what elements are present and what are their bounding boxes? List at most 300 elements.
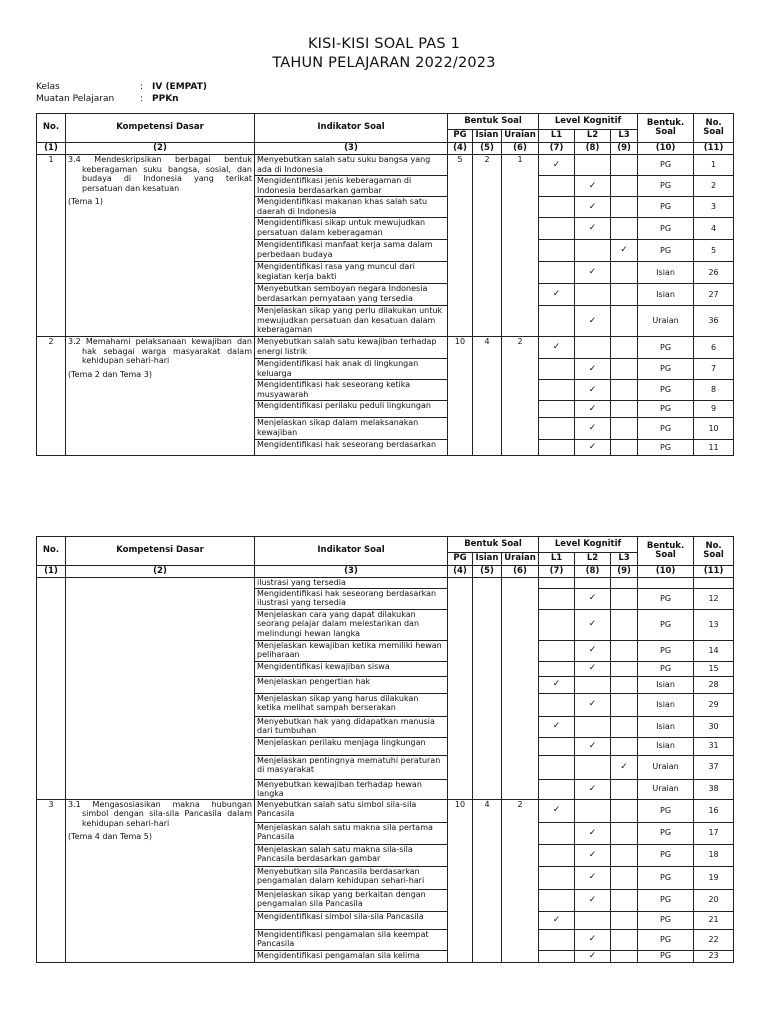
indikator-cell: Menjelaskan pengertian hak <box>255 676 448 693</box>
indikator-cell: Mengidentifikasi manfaat kerja sama dalam perbedaan budaya <box>255 240 448 262</box>
count-isian-cell: 4 <box>473 799 502 962</box>
check-mark-icon: ✓ <box>588 403 597 414</box>
level-l2-cell <box>575 676 611 693</box>
bentuk-soal-cell: PG <box>638 866 694 889</box>
level-l3-cell <box>611 380 638 401</box>
level-l3-cell <box>611 716 638 737</box>
level-l1-cell <box>539 418 575 440</box>
indikator-cell: Menjelaskan salah satu makna sila pertama Pancasila <box>255 822 448 844</box>
col-header-bentuk-line2: Soal <box>655 127 676 137</box>
kisi-table-page1 <box>36 113 734 456</box>
bentuk-soal-cell: Uraian <box>638 306 694 337</box>
level-l2-cell <box>575 176 611 197</box>
col-num-7: (7) <box>539 143 575 155</box>
check-mark-icon: ✓ <box>588 267 597 278</box>
level-l2-cell <box>575 693 611 716</box>
level-l1-cell <box>539 588 575 609</box>
kompetensi-dasar-cell <box>66 155 255 337</box>
col-header-l1: L1 <box>539 130 575 143</box>
indikator-cell: Menjelaskan perilaku menjaga lingkungan <box>255 737 448 755</box>
level-l2-cell <box>575 661 611 676</box>
level-l2-cell <box>575 755 611 779</box>
level-l3-cell <box>611 262 638 284</box>
bentuk-soal-cell: PG <box>638 218 694 240</box>
bentuk-soal-cell: PG <box>638 640 694 661</box>
level-l2-cell <box>575 218 611 240</box>
check-mark-icon: ✓ <box>588 894 597 905</box>
level-l3-cell <box>611 306 638 337</box>
check-mark-icon: ✓ <box>588 315 597 326</box>
bentuk-soal-cell: Uraian <box>638 779 694 799</box>
level-l2-cell <box>575 844 611 866</box>
bentuk-soal-cell: PG <box>638 889 694 911</box>
level-l2-cell <box>575 779 611 799</box>
nomor-soal-cell: 31 <box>694 737 734 755</box>
level-l1-cell <box>539 218 575 240</box>
kompetensi-dasar-cell <box>66 578 255 800</box>
level-l1-cell <box>539 262 575 284</box>
bentuk-soal-cell: PG <box>638 911 694 929</box>
col-num-10: (10) <box>638 566 694 578</box>
col-header-pg: PG <box>448 553 473 566</box>
level-l2-cell <box>575 950 611 962</box>
indikator-cell: Mengidentifikasi simbol sila-sila Pancasila <box>255 911 448 929</box>
level-l2-cell <box>575 716 611 737</box>
kompetensi-dasar-cell <box>66 799 255 962</box>
bentuk-soal-cell: PG <box>638 440 694 456</box>
col-num-6: (6) <box>502 143 539 155</box>
bentuk-soal-cell: Isian <box>638 676 694 693</box>
col-header-kd: Kompetensi Dasar <box>66 114 255 143</box>
level-l3-cell <box>611 676 638 693</box>
check-mark-icon: ✓ <box>588 442 597 453</box>
indikator-cell: Mengidentifikasi kewajiban siswa <box>255 661 448 676</box>
col-header-isian: Isian <box>473 130 502 143</box>
nomor-soal-cell: 15 <box>694 661 734 676</box>
level-l1-cell <box>539 799 575 822</box>
level-l2-cell <box>575 284 611 306</box>
nomor-soal-cell: 36 <box>694 306 734 337</box>
col-num-5: (5) <box>473 143 502 155</box>
bentuk-soal-cell: Isian <box>638 284 694 306</box>
indikator-cell: Menyebutkan kewajiban terhadap hewan langka <box>255 779 448 799</box>
level-l2-cell <box>575 588 611 609</box>
level-l1-cell <box>539 155 575 176</box>
bentuk-soal-cell: Isian <box>638 693 694 716</box>
level-l2-cell <box>575 866 611 889</box>
indikator-cell: Mengidentifikasi pengamalan sila keempat Pancasila <box>255 929 448 950</box>
nomor-soal-cell: 7 <box>694 359 734 380</box>
nomor-soal-cell: 4 <box>694 218 734 240</box>
level-l1-cell <box>539 337 575 359</box>
level-l3-cell <box>611 359 638 380</box>
document-title: KISI-KISI SOAL PAS 1 <box>307 36 461 52</box>
check-mark-icon: ✓ <box>588 619 597 630</box>
bentuk-soal-cell: PG <box>638 197 694 218</box>
kompetensi-dasar-text: 3.2 Memahami pelaksanaan kewajiban dan hak sebagai warga masyarakat dalam kehidupan sehari-hari <box>68 337 252 365</box>
level-l1-cell <box>539 240 575 262</box>
check-mark-icon: ✓ <box>588 645 597 656</box>
nomor-soal-cell: 30 <box>694 716 734 737</box>
nomor-soal-cell: 18 <box>694 844 734 866</box>
check-mark-icon: ✓ <box>588 223 597 234</box>
level-l2-cell <box>575 822 611 844</box>
indikator-cell: Menjelaskan sikap yang berkaitan dengan pengamalan sila Pancasila <box>255 889 448 911</box>
row-number-cell: 3 <box>37 799 66 962</box>
indikator-cell: Menjelaskan pentingnya mematuhi peraturan di masyarakat <box>255 755 448 779</box>
level-l2-cell <box>575 197 611 218</box>
level-l1-cell <box>539 866 575 889</box>
nomor-soal-cell: 11 <box>694 440 734 456</box>
level-l2-cell <box>575 337 611 359</box>
bentuk-soal-cell: PG <box>638 418 694 440</box>
indikator-cell: Mengidentifikasi perilaku peduli lingkungan <box>255 401 448 418</box>
check-mark-icon: ✓ <box>620 761 628 772</box>
check-mark-icon: ✓ <box>588 423 597 434</box>
level-l1-cell <box>539 284 575 306</box>
count-isian-cell: 2 <box>473 155 502 337</box>
bentuk-soal-cell: PG <box>638 240 694 262</box>
nomor-soal-cell: 23 <box>694 950 734 962</box>
bentuk-soal-cell: PG <box>638 661 694 676</box>
check-mark-icon: ✓ <box>588 593 597 604</box>
indikator-cell: Menjelaskan kewajiban ketika memiliki hewan peliharaan <box>255 640 448 661</box>
colon: : <box>140 82 144 92</box>
col-header-nosoal <box>694 114 734 143</box>
level-l3-cell <box>611 240 638 262</box>
check-mark-icon: ✓ <box>620 245 628 256</box>
nomor-soal-cell: 17 <box>694 822 734 844</box>
col-header-nosoal-line2: Soal <box>703 550 724 560</box>
count-uraian-cell <box>502 578 539 800</box>
col-num-1: (1) <box>37 143 66 155</box>
level-l1-cell <box>539 950 575 962</box>
level-l3-cell <box>611 779 638 799</box>
level-l2-cell <box>575 380 611 401</box>
col-header-l3: L3 <box>611 553 638 566</box>
count-uraian-cell: 2 <box>502 799 539 962</box>
document-subtitle: TAHUN PELAJARAN 2022/2023 <box>272 55 496 71</box>
indikator-cell: Mengidentifikasi hak seseorang berdasarkan ilustrasi yang tersedia <box>255 588 448 609</box>
col-num-4: (4) <box>448 566 473 578</box>
col-num-3: (3) <box>255 566 448 578</box>
indikator-cell: Menjelaskan cara yang dapat dilakukan seorang pelajar dalam melestarikan dan melindungi hewan langka <box>255 609 448 640</box>
level-l2-cell <box>575 359 611 380</box>
level-l2-cell <box>575 799 611 822</box>
bentuk-soal-cell: Isian <box>638 262 694 284</box>
indikator-cell: Menyebutkan hak yang didapatkan manusia dari tumbuhan <box>255 716 448 737</box>
level-l3-cell <box>611 844 638 866</box>
level-l1-cell <box>539 676 575 693</box>
nomor-soal-cell: 26 <box>694 262 734 284</box>
bentuk-soal-cell: PG <box>638 155 694 176</box>
col-num-8: (8) <box>575 566 611 578</box>
indikator-cell: Menjelaskan sikap dalam melaksanakan kewajiban <box>255 418 448 440</box>
nomor-soal-cell: 14 <box>694 640 734 661</box>
level-l3-cell <box>611 911 638 929</box>
nomor-soal-cell: 5 <box>694 240 734 262</box>
muatan-label: Muatan Pelajaran <box>36 94 115 104</box>
col-num-1: (1) <box>37 566 66 578</box>
level-l2-cell <box>575 929 611 950</box>
level-l3-cell <box>611 929 638 950</box>
col-header-uraian: Uraian <box>502 553 539 566</box>
level-l2-cell <box>575 240 611 262</box>
indikator-cell: ilustrasi yang tersedia <box>255 578 448 589</box>
meta-muatan <box>36 93 179 105</box>
table-row <box>37 578 734 589</box>
level-l3-cell <box>611 866 638 889</box>
level-l1-cell <box>539 359 575 380</box>
nomor-soal-cell: 8 <box>694 380 734 401</box>
nomor-soal-cell: 21 <box>694 911 734 929</box>
indikator-cell: Mengidentifikasi hak seseorang berdasarkan <box>255 440 448 456</box>
check-mark-icon: ✓ <box>552 342 561 353</box>
col-header-no: No. <box>37 537 66 566</box>
nomor-soal-cell: 38 <box>694 779 734 799</box>
level-l3-cell <box>611 337 638 359</box>
level-l2-cell <box>575 737 611 755</box>
col-header-bentuk-soal: Bentuk Soal <box>448 114 539 130</box>
kompetensi-dasar-cell <box>66 337 255 456</box>
bentuk-soal-cell: PG <box>638 799 694 822</box>
col-num-11: (11) <box>694 143 734 155</box>
table-row <box>37 799 734 822</box>
count-uraian-cell: 2 <box>502 337 539 456</box>
level-l3-cell <box>611 609 638 640</box>
col-num-3: (3) <box>255 143 448 155</box>
level-l1-cell <box>539 640 575 661</box>
nomor-soal-cell: 3 <box>694 197 734 218</box>
table-header <box>37 114 734 155</box>
level-l2-cell <box>575 640 611 661</box>
level-l2-cell <box>575 578 611 589</box>
kelas-label: Kelas <box>36 82 60 92</box>
bentuk-soal-cell: PG <box>638 401 694 418</box>
bentuk-soal-cell: PG <box>638 380 694 401</box>
muatan-value: PPKn <box>152 94 179 104</box>
nomor-soal-cell: 1 <box>694 155 734 176</box>
check-mark-icon: ✓ <box>588 384 597 395</box>
level-l1-cell <box>539 755 575 779</box>
count-isian-cell: 4 <box>473 337 502 456</box>
indikator-cell: Menyebutkan sila Pancasila berdasarkan pengamalan dalam kehidupan sehari-hari <box>255 866 448 889</box>
level-l3-cell <box>611 401 638 418</box>
col-header-l2: L2 <box>575 130 611 143</box>
nomor-soal-cell: 12 <box>694 588 734 609</box>
table-body <box>37 578 734 963</box>
level-l1-cell <box>539 380 575 401</box>
indikator-cell: Menyebutkan salah satu suku bangsa yang ada di Indonesia <box>255 155 448 176</box>
level-l1-cell <box>539 889 575 911</box>
level-l3-cell <box>611 284 638 306</box>
bentuk-soal-cell: PG <box>638 588 694 609</box>
indikator-cell: Mengidentifikasi hak anak di lingkungan keluarga <box>255 359 448 380</box>
level-l3-cell <box>611 588 638 609</box>
col-num-11: (11) <box>694 566 734 578</box>
col-header-kd: Kompetensi Dasar <box>66 537 255 566</box>
kisi-table-page2 <box>36 536 734 963</box>
nomor-soal-cell: 2 <box>694 176 734 197</box>
indikator-cell: Mengidentifikasi pengamalan sila kelima <box>255 950 448 962</box>
level-l3-cell <box>611 218 638 240</box>
count-pg-cell: 10 <box>448 799 473 962</box>
col-header-bentuk <box>638 537 694 566</box>
col-num-7: (7) <box>539 566 575 578</box>
bentuk-soal-cell: PG <box>638 844 694 866</box>
nomor-soal-cell: 10 <box>694 418 734 440</box>
bentuk-soal-cell: PG <box>638 950 694 962</box>
col-header-nosoal-line1: No. <box>705 117 722 128</box>
nomor-soal-cell: 19 <box>694 866 734 889</box>
col-num-2: (2) <box>66 143 255 155</box>
level-l1-cell <box>539 306 575 337</box>
level-l2-cell <box>575 155 611 176</box>
level-l3-cell <box>611 822 638 844</box>
check-mark-icon: ✓ <box>588 827 597 838</box>
level-l2-cell <box>575 911 611 929</box>
col-num-4: (4) <box>448 143 473 155</box>
nomor-soal-cell: 28 <box>694 676 734 693</box>
level-l2-cell <box>575 418 611 440</box>
indikator-cell: Menjelaskan sikap yang perlu dilakukan untuk mewujudkan persatuan dan kesatuan dalam keberagaman <box>255 306 448 337</box>
level-l3-cell <box>611 661 638 676</box>
check-mark-icon: ✓ <box>588 663 597 674</box>
col-num-8: (8) <box>575 143 611 155</box>
level-l1-cell <box>539 401 575 418</box>
col-header-level: Level Kognitif <box>539 114 638 130</box>
level-l1-cell <box>539 609 575 640</box>
colon: : <box>140 94 144 104</box>
col-header-bentuk-soal: Bentuk Soal <box>448 537 539 553</box>
col-num-6: (6) <box>502 566 539 578</box>
indikator-cell: Mengidentifikasi makanan khas salah satu daerah di Indonesia <box>255 197 448 218</box>
check-mark-icon: ✓ <box>588 783 597 794</box>
col-header-bentuk-line1: Bentuk. <box>646 540 685 551</box>
level-l3-cell <box>611 176 638 197</box>
bentuk-soal-cell: PG <box>638 176 694 197</box>
level-l1-cell <box>539 693 575 716</box>
col-num-9: (9) <box>611 143 638 155</box>
col-header-no: No. <box>37 114 66 143</box>
row-number-cell: 1 <box>37 155 66 337</box>
nomor-soal-cell: 9 <box>694 401 734 418</box>
check-mark-icon: ✓ <box>588 201 597 212</box>
check-mark-icon: ✓ <box>588 950 597 961</box>
level-l1-cell <box>539 737 575 755</box>
col-header-nosoal <box>694 537 734 566</box>
col-header-indikator: Indikator Soal <box>255 537 448 566</box>
nomor-soal-cell: 6 <box>694 337 734 359</box>
check-mark-icon: ✓ <box>588 363 597 374</box>
check-mark-icon: ✓ <box>588 699 597 710</box>
col-header-level: Level Kognitif <box>539 537 638 553</box>
count-pg-cell: 10 <box>448 337 473 456</box>
kompetensi-dasar-text: 3.4 Mendeskripsikan berbagai bentuk keberagaman suku bangsa, sosial, dan budaya di Indonesia yang terikat persatuan dan kesatuan <box>68 155 252 193</box>
meta-kelas <box>36 81 207 93</box>
check-mark-icon: ✓ <box>552 159 561 170</box>
level-l1-cell <box>539 440 575 456</box>
col-header-bentuk-line1: Bentuk. <box>646 117 685 128</box>
level-l1-cell <box>539 716 575 737</box>
level-l1-cell <box>539 822 575 844</box>
indikator-cell: Menyebutkan salah satu kewajiban terhadap energi listrik <box>255 337 448 359</box>
col-header-isian: Isian <box>473 553 502 566</box>
level-l2-cell <box>575 306 611 337</box>
col-num-10: (10) <box>638 143 694 155</box>
level-l1-cell <box>539 578 575 589</box>
bentuk-soal-cell: PG <box>638 337 694 359</box>
table-row <box>37 337 734 359</box>
check-mark-icon: ✓ <box>588 934 597 945</box>
table-body <box>37 155 734 456</box>
tema-note: (Tema 4 dan Tema 5) <box>68 832 152 841</box>
indikator-cell: Mengidentifikasi rasa yang muncul dari kegiatan kerja bakti <box>255 262 448 284</box>
level-l3-cell <box>611 889 638 911</box>
count-uraian-cell: 1 <box>502 155 539 337</box>
level-l1-cell <box>539 661 575 676</box>
indikator-cell: Mengidentifikasi sikap untuk mewujudkan persatuan dalam keberagaman <box>255 218 448 240</box>
table-header <box>37 537 734 578</box>
check-mark-icon: ✓ <box>588 180 597 191</box>
bentuk-soal-cell: PG <box>638 609 694 640</box>
check-mark-icon: ✓ <box>552 805 561 816</box>
kelas-value: IV (EMPAT) <box>152 82 207 92</box>
col-header-nosoal-line2: Soal <box>703 127 724 137</box>
count-pg-cell <box>448 578 473 800</box>
col-header-bentuk-line2: Soal <box>655 550 676 560</box>
level-l3-cell <box>611 693 638 716</box>
level-l3-cell <box>611 737 638 755</box>
check-mark-icon: ✓ <box>552 914 561 925</box>
check-mark-icon: ✓ <box>552 679 561 690</box>
level-l2-cell <box>575 889 611 911</box>
col-header-uraian: Uraian <box>502 130 539 143</box>
level-l1-cell <box>539 844 575 866</box>
row-number-cell <box>37 578 66 800</box>
col-header-l2: L2 <box>575 553 611 566</box>
level-l3-cell <box>611 950 638 962</box>
check-mark-icon: ✓ <box>588 849 597 860</box>
check-mark-icon: ✓ <box>552 721 561 732</box>
tema-note: (Tema 1) <box>68 197 104 206</box>
level-l3-cell <box>611 155 638 176</box>
nomor-soal-cell <box>694 578 734 589</box>
level-l3-cell <box>611 755 638 779</box>
level-l3-cell <box>611 197 638 218</box>
nomor-soal-cell: 16 <box>694 799 734 822</box>
bentuk-soal-cell: Isian <box>638 716 694 737</box>
level-l3-cell <box>611 799 638 822</box>
bentuk-soal-cell: PG <box>638 359 694 380</box>
indikator-cell: Menjelaskan salah satu makna sila-sila Pancasila berdasarkan gambar <box>255 844 448 866</box>
level-l3-cell <box>611 578 638 589</box>
level-l2-cell <box>575 440 611 456</box>
bentuk-soal-cell: Uraian <box>638 755 694 779</box>
col-header-pg: PG <box>448 130 473 143</box>
level-l1-cell <box>539 176 575 197</box>
check-mark-icon: ✓ <box>588 740 597 751</box>
bentuk-soal-cell: PG <box>638 822 694 844</box>
count-isian-cell <box>473 578 502 800</box>
level-l1-cell <box>539 911 575 929</box>
nomor-soal-cell: 20 <box>694 889 734 911</box>
nomor-soal-cell: 27 <box>694 284 734 306</box>
col-header-l1: L1 <box>539 553 575 566</box>
indikator-cell: Mengidentifikasi jenis keberagaman di Indonesia berdasarkan gambar <box>255 176 448 197</box>
indikator-cell: Menyebutkan salah satu simbol sila-sila Pancasila <box>255 799 448 822</box>
level-l3-cell <box>611 640 638 661</box>
